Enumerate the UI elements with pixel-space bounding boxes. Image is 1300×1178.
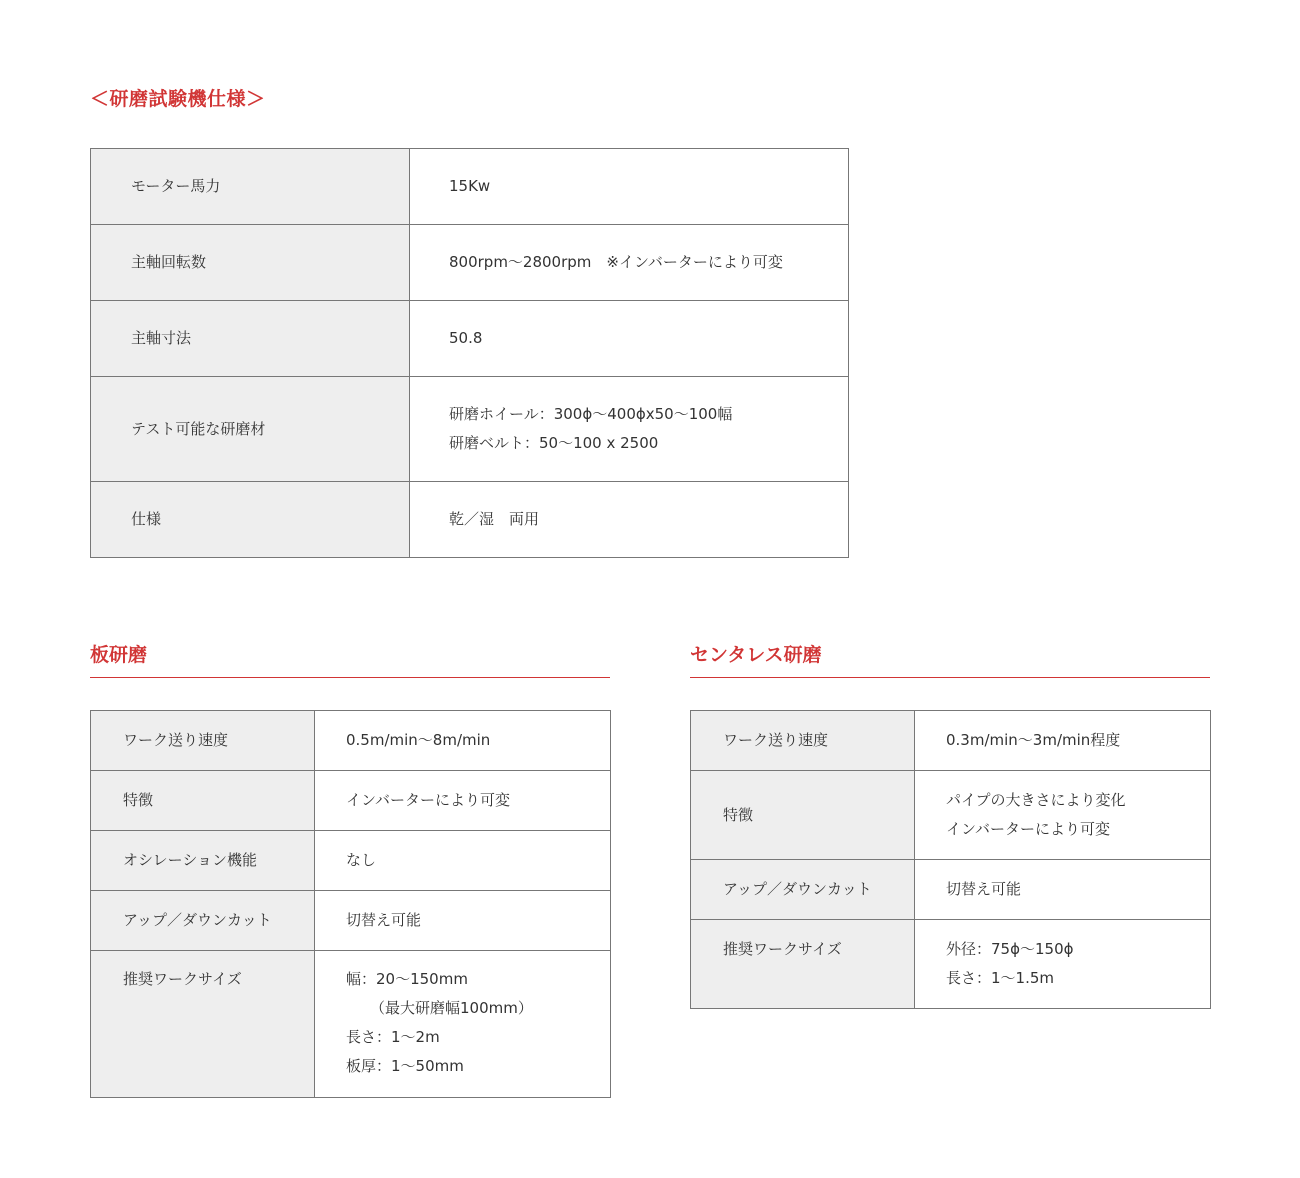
spec-label: 仕様 [91, 482, 410, 558]
spec-value [410, 149, 849, 225]
spec-value-line: 15Kw [449, 177, 491, 195]
spec-label: ワーク送り速度 [91, 711, 315, 771]
spec-value [915, 711, 1211, 771]
spec-value-line: インバーターにより可変 [346, 791, 510, 809]
spec-label: 主軸回転数 [91, 225, 410, 301]
table-row [91, 891, 611, 951]
spec-value [915, 860, 1211, 920]
table-row [691, 920, 1211, 1009]
main-spec-table [90, 148, 849, 558]
table-row [91, 225, 849, 301]
table-row [91, 482, 849, 558]
spec-label: 推奨ワークサイズ [691, 920, 915, 1009]
table-row [91, 711, 611, 771]
spec-value [315, 771, 611, 831]
spec-title: ＜研磨試験機仕様＞ [90, 88, 266, 110]
spec-label: 主軸寸法 [91, 301, 410, 377]
spec-value-line: 50.8 [449, 329, 483, 347]
spec-value-line: インバーターにより可変 [946, 820, 1110, 838]
spec-value [410, 377, 849, 482]
spec-value [410, 225, 849, 301]
centerless-grinding-heading: センタレス研磨 [690, 640, 1210, 678]
spec-label: 推奨ワークサイズ [91, 951, 315, 1098]
table-row [91, 377, 849, 482]
spec-value [315, 831, 611, 891]
spec-value-line: 幅：20〜150mm [346, 970, 468, 988]
spec-value-line: 長さ：1〜2m [346, 1028, 440, 1046]
spec-value [410, 301, 849, 377]
spec-value-line: 研磨ベルト：50〜100 x 2500 [449, 434, 659, 452]
spec-value [410, 482, 849, 558]
spec-value-line: 切替え可能 [946, 880, 1022, 898]
spec-label: 特徴 [691, 771, 915, 860]
plate-grinding-table [90, 710, 611, 1098]
spec-value [915, 920, 1211, 1009]
spec-label: テスト可能な研磨材 [91, 377, 410, 482]
spec-value-line: 800rpm〜2800rpm ※インバーターにより可変 [449, 253, 783, 271]
spec-label: 特徴 [91, 771, 315, 831]
table-row [91, 831, 611, 891]
spec-value [315, 711, 611, 771]
spec-value-line: 切替え可能 [346, 911, 422, 929]
table-row [91, 149, 849, 225]
spec-value-line: 0.3m/min〜3m/min程度 [946, 731, 1121, 749]
spec-value-line: 0.5m/min〜8m/min [346, 731, 491, 749]
table-row [691, 711, 1211, 771]
spec-value-line: なし [346, 851, 377, 869]
spec-value-line: 板厚：1〜50mm [346, 1057, 464, 1075]
plate-grinding-heading: 板研磨 [90, 640, 610, 678]
spec-value-line: 研磨ホイール：300ϕ〜400ϕx50〜100幅 [449, 405, 733, 423]
table-row [91, 771, 611, 831]
spec-value [315, 951, 611, 1098]
spec-label: アップ／ダウンカット [691, 860, 915, 920]
spec-value [315, 891, 611, 951]
spec-value-line: （最大研磨幅100mm） [370, 999, 533, 1017]
table-row [691, 771, 1211, 860]
spec-label: ワーク送り速度 [691, 711, 915, 771]
spec-value-line: 乾／湿 両用 [449, 510, 540, 528]
spec-value-line: 長さ：1〜1.5m [946, 969, 1055, 987]
table-row [691, 860, 1211, 920]
spec-value-line: パイプの大きさにより変化 [946, 791, 1126, 809]
table-row [91, 301, 849, 377]
centerless-grinding-table [690, 710, 1211, 1009]
spec-value-line: 外径：75ϕ〜150ϕ [946, 940, 1074, 958]
spec-value [915, 771, 1211, 860]
spec-label: アップ／ダウンカット [91, 891, 315, 951]
spec-label: オシレーション機能 [91, 831, 315, 891]
spec-label: モーター馬力 [91, 149, 410, 225]
table-row [91, 951, 611, 1098]
